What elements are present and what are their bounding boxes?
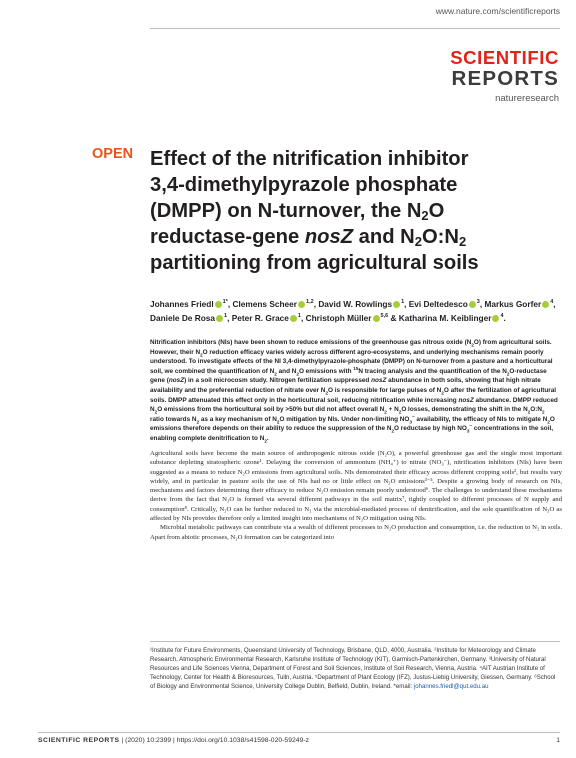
orcid-icon[interactable] xyxy=(215,301,222,308)
header-divider xyxy=(150,28,560,29)
author-name[interactable]: Daniele De Rosa xyxy=(150,312,216,323)
orcid-icon[interactable] xyxy=(542,301,549,308)
author-affiliation-number: 1 xyxy=(401,299,405,305)
title-line-5: partitioning from agricultural soils xyxy=(150,252,479,274)
journal-url[interactable]: www.nature.com/scientificreports xyxy=(435,6,560,16)
author-name[interactable]: Clemens Scheer xyxy=(232,298,298,309)
orcid-icon[interactable] xyxy=(492,315,499,322)
author-list: Johannes Friedl $^{1*}$, Clemens Scheer $^{1,2}$, David W. Rowlings $^1$, Evi Deltedesco $^3$, Markus Gorfer $^4$, Daniele De Rosa $^1$, Peter R. Grace $^1$, Christoph Müller $^{5,6}$ & Katharina M. Keiblinger $^4$. xyxy=(150,298,556,323)
orcid-icon[interactable] xyxy=(216,315,223,322)
title-line-3: (DMPP) on N-turnover, the $N_2O$ xyxy=(150,200,445,223)
author-name[interactable]: Markus Gorfer xyxy=(484,298,542,309)
footer-divider xyxy=(38,732,560,733)
body-paragraph-1: Agricultural soils have become the main source of anthropogenic nitrous oxide (N₂O), a powerful greenhouse gas and the single most important substance depleting stratospheric ozone¹. Delaying the conversion of ammonium (NH₄⁺) to nitrate (NO₃⁻), nitrification inhibitors (NIs) have been suggested as a means to reduce N₂O emissions from agricultural soils. NIs demonstrated their efficacy across different cropping soils², but results vary widely, and in particular in pasture soils the use of NIs had no or little effect on N₂O emissions³⁻⁵. Despite a growing body of research on NIs, mechanisms and factors determining their efficacy to reduce N₂O emission remain poorly understood⁶. The challenges to understand these mechanisms derive from the fact that N₂O is formed via several different pathways in the soil matrix⁷, tightly coupled to different processes of N supply and consumption⁸. Critically, N₂O can be further reduced to N₂ via the microbial-mediated process of denitrification, and the sole quantification of N₂O as affected by NIs provides therefore only a limited insight into mechanisms of N₂O mitigation using NIs. xyxy=(150,450,562,523)
corresponding-email-link[interactable]: johannes.friedl@qut.edu.au xyxy=(413,683,489,691)
orcid-icon[interactable] xyxy=(298,301,305,308)
logo-natureresearch: natureresearch xyxy=(495,93,559,104)
title-line-4: reductase-gene nosZ and $N_2O:N_2$ xyxy=(150,226,467,249)
author-name[interactable]: Christoph Müller xyxy=(305,312,372,323)
orcid-icon[interactable] xyxy=(393,301,400,308)
author-name[interactable]: Peter R. Grace xyxy=(231,312,289,323)
author-affiliation-number: 4 xyxy=(550,299,554,305)
page-number: 1 xyxy=(556,737,560,744)
logo-reports: REPORTS xyxy=(451,67,559,90)
title-line-1: Effect of the nitrification inhibitor xyxy=(150,148,469,170)
doi-link[interactable]: | https://doi.org/10.1038/s41598-020-59249-z xyxy=(171,737,309,744)
author-affiliation-number: 1 xyxy=(297,312,301,319)
orcid-icon[interactable] xyxy=(373,315,380,322)
author-affiliation-number: 3 xyxy=(476,299,480,305)
orcid-icon[interactable] xyxy=(469,301,476,308)
body-text xyxy=(150,449,562,542)
body-paragraph-2: Microbial metabolic pathways can contribute via a wealth of different processes to N₂O production and consumption, i.e. the reduction to N₂ in soils. Apart from abiotic processes, N₂O formation can be categorized into xyxy=(150,524,562,541)
orcid-icon[interactable] xyxy=(290,315,297,322)
footer-citation: SCIENTIFIC REPORTS | (2020) 10:2399 | https://doi.org/10.1038/s41598-020-59249-z xyxy=(38,737,309,744)
author-affiliation-number: 1* xyxy=(222,299,228,305)
author-affiliation-number: 5,6 xyxy=(380,312,389,319)
author-affiliation-number: 1,2 xyxy=(306,299,314,305)
affiliations-divider xyxy=(150,641,560,642)
author-name[interactable]: Evi Deltedesco xyxy=(408,298,468,309)
author-affiliation-number: 1 xyxy=(224,312,228,319)
affiliations: ¹Institute for Future Environments, Queensland University of Technology, Brisbane, QLD, 4000, Australia. ²Institute for Meteorology and Climate Research, Atmospheric Environmental Research, Karlsruhe Institute of Technology (KIT), Garmisch-Partenkirchen, Germany. ³University of Natural Resources and Life Sciences Vienna, Department of Forest and Soil Sciences, Institute of Soil Research, Vienna, Austria. ⁴AIT Austrian Institute of Technology, Center for Health & Bioresources, Tulln, Austria. ⁵Department of Plant Ecology (IFZ), Justus-Liebig University, Giessen, Germany. ⁶School of Biology and Environmental Science, University College Dublin, Belfield, Dublin, Ireland. *email: johannes.friedl@qut.edu.au xyxy=(150,647,556,691)
author-affiliation-number: 4 xyxy=(500,312,504,319)
logo-scientific: SCIENTIFIC xyxy=(450,47,559,68)
article-title xyxy=(150,146,570,276)
title-line-2: 3,4-dimethylpyrazole phosphate xyxy=(150,174,458,196)
author-name[interactable]: Johannes Friedl xyxy=(150,298,214,309)
author-name[interactable]: David W. Rowlings xyxy=(318,298,393,309)
open-access-badge: OPEN xyxy=(92,146,134,162)
author-name[interactable]: Katharina M. Keiblinger xyxy=(398,312,492,323)
abstract: Nitrification inhibitors (NIs) have been shown to reduce emissions of the greenhouse gas nitrous oxide $(N_2O)$ from agricultural soils. However, their $N_2O$ reduction efficacy varies widely across different agro-ecosystems, and underlying mechanisms remain poorly understood. To investigate effects of the NI 3,4-dimethylpyrazole-phosphate (DMPP) on N-turnover from a pasture and a horticultural soil, we combined the quantification of $N_2$ and $N_2O$ emissions with $^{15}$N tracing analysis and the quantification of the $N_2O$-reductase gene (nosZ) in a soil microcosm study. Nitrogen fertilization suppressed nosZ abundance in both soils, showing that high nitrate availability and the preferential reduction of nitrate over $N_2O$ is responsible for large pulses of $N_2O$ after the fertilization of agricultural soils. DMPP attenuated this effect only in the horticultural soil, reducing nitrification while increasing nosZ abundance. DMPP reduced $N_2O$ emissions from the horticultural soil by >50% but did not affect overall $N_2 + N_2O$ losses, demonstrating the shift in the $N_2O:N_2$ ratio towards $N_2$ as a key mechanism of $N_2O$ mitigation by NIs. Under non-limiting $NO_3^-$ availability, the efficacy of NIs to mitigate $N_2O$ emissions therefore depends on their ability to reduce the suppression of the $N_2O$ reductase by high $NO_3^-$ concentrations in the soil, enabling complete denitrification to $N_2$. xyxy=(150,339,558,444)
